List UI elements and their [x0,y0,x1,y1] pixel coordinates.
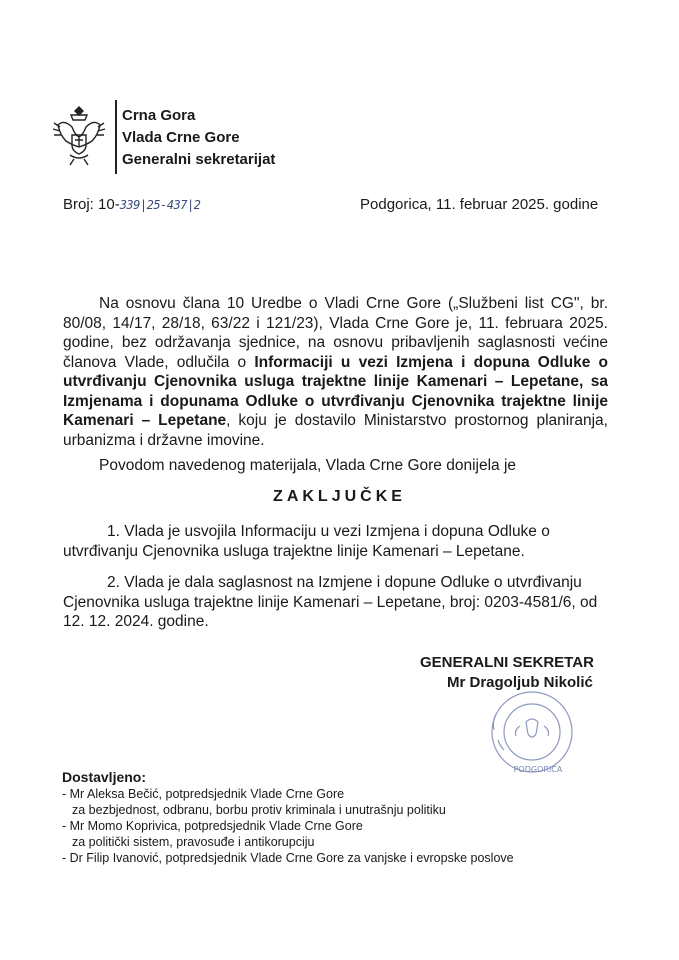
distribution-heading: Dostavljeno: [62,769,147,785]
second-paragraph: Povodom navedenog materijala, Vlada Crne Gore donijela je [99,457,517,474]
conclusions-heading: ZAKLJUČKE [273,488,406,505]
coat-of-arms-icon [50,103,108,167]
signatory-title: GENERALNI SEKRETAR [420,654,594,671]
conclusion-item-2 [63,573,608,632]
reference-number [63,196,200,213]
intro-text-bold: Informaciji u vezi Izmjena i dopuna Odluke o utvrđivanju Cjenovnika usluga trajektne linije Kamenari – Lepetane, sa Izmjenama i dopunama Odluke o utvrđivanju Cjenovnika trajektne linije Kamenari – Lepetane [63,353,608,429]
header-country: Crna Gora [122,107,196,124]
conclusion-item-1 [63,522,608,561]
conclusion-item-1-text: 1. Vlada je usvojila Informaciju u vezi Izmjena i dopuna Odluke o utvrđivanju Cjenovnika usluga trajektne linije Kamenari – Lepetane. [63,523,550,560]
intro-text-a: Na osnovu člana 10 Uredbe o Vladi Crne Gore („Službeni list CG", br. 80/08, 14/17, 28/18, 63/22 i 121/23), Vlada Crne Gore je, 11. februara 2025. godine, bez održavanja sjednice, na osnovu pribavljenih saglasnosti većine članova Vlade, odlučila o [63,295,608,371]
official-stamp-icon [468,684,584,778]
header-divider [115,100,117,174]
document-date: Podgorica, 11. februar 2025. godine [360,196,599,213]
intro-text-b: , koju je dostavilo Ministarstvo prostornog planiranja, urbanizma i državne imovine. [63,412,608,449]
distribution-line-2: za bezbjednost, odbranu, borbu protiv kriminala i unutrašnju politiku [72,803,446,817]
handwritten-number: 339|25-437|2 [119,198,201,212]
signatory-name: Mr Dragoljub Nikolić [447,674,593,691]
stamp-text: PODGORICA [513,765,563,774]
conclusion-item-2-text: 2. Vlada je dala saglasnost na Izmjene i dopune Odluke o utvrđivanju Cjenovnika usluga trajektne linije Kamenari – Lepetane, broj: 0203-4581/6, od 12. 12. 2024. godine. [63,574,598,630]
distribution-line-3: - Mr Momo Koprivica, potpredsjednik Vlade Crne Gore [62,819,363,833]
reference-prefix: Broj: 10- [63,196,120,213]
distribution-line-5: - Dr Filip Ivanović, potpredsjednik Vlade Crne Gore za vanjske i evropske poslove [62,851,514,865]
distribution-line-1: - Mr Aleksa Bečić, potpredsjednik Vlade Crne Gore [62,787,345,801]
intro-paragraph [63,294,608,450]
distribution-line-4: za politički sistem, pravosuđe i antikorupciju [72,835,315,849]
header-office: Generalni sekretarijat [122,151,276,168]
header-government: Vlada Crne Gore [122,129,240,146]
